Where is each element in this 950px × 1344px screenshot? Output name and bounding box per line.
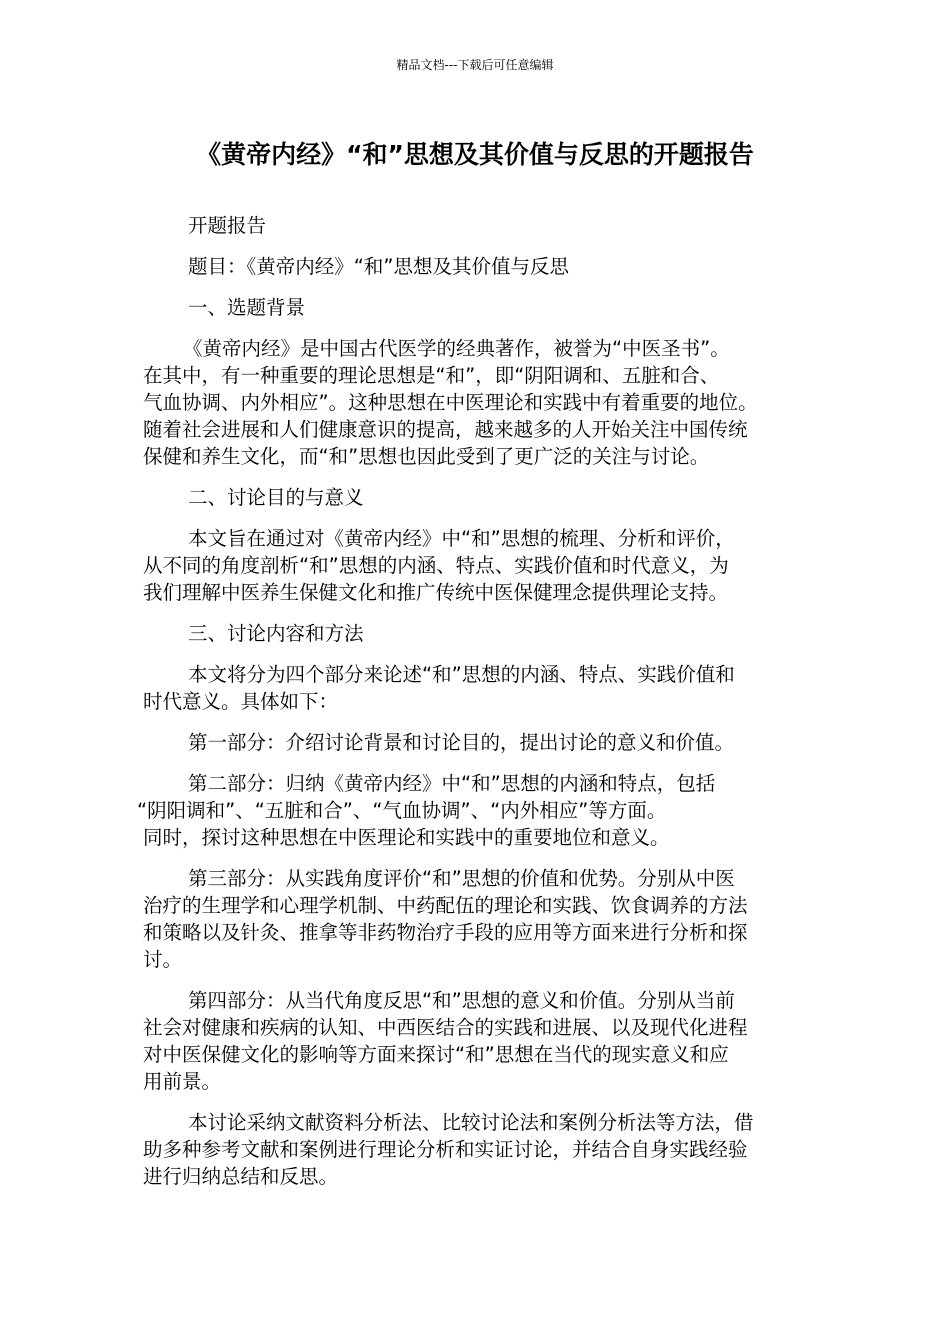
paragraph-line: 《黄帝内经》是中国古代医学的经典著作，被誉为“中医圣书”。	[183, 337, 730, 360]
paragraph-line: 随着社会进展和人们健康意识的提高，越来越多的人开始关注中国传统	[143, 418, 748, 441]
topic-line: 题目：《黄帝内经》“和”思想及其价值与反思	[188, 255, 569, 278]
paragraph-line: 时代意义。具体如下：	[143, 690, 339, 713]
paragraph-line: 本文旨在通过对《黄帝内经》中“和”思想的梳理、分析和评价，	[188, 527, 735, 550]
document-body	[137, 212, 796, 1204]
paragraph-line: 助多种参考文献和案例进行理论分析和实证讨论，并结合自身实践经验	[143, 1138, 748, 1161]
paragraph-line: 本讨论采纳文献资料分析法、比较讨论法和案例分析法等方法，借	[188, 1111, 754, 1134]
paragraph-purpose	[143, 525, 796, 606]
section-label-report: 开题报告	[188, 214, 267, 237]
paragraph-line: 对中医保健文化的影响等方面来探讨“和”思想在当代的现实意义和应	[143, 1043, 729, 1066]
paragraph-line: 第二部分：归纳《黄帝内经》中“和”思想的内涵和特点，包括	[188, 772, 716, 795]
paragraph-line: 同时，探讨这种思想在中医理论和实践中的重要地位和意义。	[143, 826, 670, 849]
paragraph-part-one	[143, 729, 796, 756]
paragraph-line: 我们理解中医养生保健文化和推广传统中医保健理念提供理论支持。	[143, 581, 729, 604]
header-note: 精品文档---下载后可任意编辑	[396, 58, 554, 72]
paragraph-line: 用前景。	[143, 1070, 222, 1093]
paragraph-line: 进行归纳总结和反思。	[143, 1165, 339, 1188]
paragraph-line: 治疗的生理学和心理学机制、中药配伍的理论和实践、饮食调养的方法	[143, 894, 748, 917]
paragraph-content-intro	[143, 661, 796, 715]
paragraph-line: 保健和养生文化，而“和”思想也因此受到了更广泛的关注与讨论。	[143, 445, 710, 468]
paragraph-line: 本文将分为四个部分来论述“和”思想的内涵、特点、实践价值和	[188, 663, 735, 686]
paragraph-part-four	[143, 987, 796, 1095]
paragraph-line: 气血协调、内外相应”。这种思想在中医理论和实践中有着重要的地位。	[143, 391, 758, 414]
paragraph-line: 第三部分：从实践角度评价“和”思想的价值和优势。分别从中医	[188, 867, 735, 890]
paragraph-part-two	[137, 770, 796, 851]
paragraph-line: 讨。	[143, 948, 183, 971]
section-heading-background: 一、选题背景	[188, 296, 306, 319]
paragraph-line: “阴阳调和”、“五脏和合”、“气血协调”、“内外相应”等方面。	[137, 799, 667, 822]
paragraph-line: 在其中，有一种重要的理论思想是“和”，即“阴阳调和、五脏和合、	[143, 364, 720, 387]
section-heading-content: 三、讨论内容和方法	[188, 622, 364, 645]
paragraph-background	[143, 335, 796, 470]
paragraph-line: 社会对健康和疾病的认知、中西医结合的实践和进展、以及现代化进程	[143, 1016, 748, 1039]
paragraph-line: 第一部分：介绍讨论背景和讨论目的，提出讨论的意义和价值。	[188, 731, 735, 754]
paragraph-part-three	[143, 865, 796, 973]
paragraph-line: 和策略以及针灸、推拿等非药物治疗手段的应用等方面来进行分析和探	[143, 921, 748, 944]
paragraph-line: 第四部分：从当代角度反思“和”思想的意义和价值。分别从当前	[188, 989, 735, 1012]
paragraph-line: 从不同的角度剖析“和”思想的内涵、特点、实践价值和时代意义，为	[143, 554, 729, 577]
section-heading-purpose: 二、讨论目的与意义	[188, 486, 364, 509]
document-title: 《黄帝内经》“和”思想及其价值与反思的开题报告	[196, 140, 754, 169]
paragraph-methods	[143, 1109, 796, 1190]
